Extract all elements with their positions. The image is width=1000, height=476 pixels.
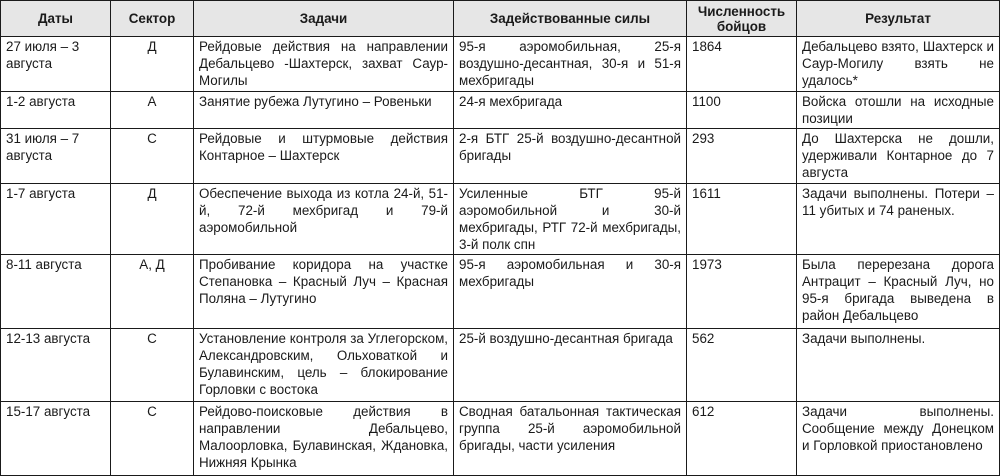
cell-result: Задачи выполнены. Потери – 11 убитых и 74 раненых. bbox=[797, 184, 1000, 255]
cell-tasks: Установление контроля за Углегорском, Александровским, Ольховаткой и Булавинским, цель – блокирование Горловки с востока bbox=[194, 329, 454, 402]
cell-tasks: Рейдовые и штурмовые действия Контарное – Шахтерск bbox=[194, 129, 454, 184]
table-row bbox=[1, 329, 1000, 402]
cell-forces: 95-я аэромобильная, 25-я воздушно-десантная, 30-я и 51-я мехбригады bbox=[454, 37, 687, 92]
table-row bbox=[1, 402, 1000, 476]
column-header-dates: Даты bbox=[1, 1, 111, 37]
cell-dates: 27 июля – 3 августа bbox=[1, 37, 111, 92]
cell-dates: 1-7 августа bbox=[1, 184, 111, 255]
cell-dates: 15-17 августа bbox=[1, 402, 111, 476]
cell-dates: 12-13 августа bbox=[1, 329, 111, 402]
table-row bbox=[1, 184, 1000, 255]
cell-result: Задачи выполнены. bbox=[797, 329, 1000, 402]
column-header-tasks: Задачи bbox=[194, 1, 454, 37]
cell-tasks: Занятие рубежа Лутугино – Ровеньки bbox=[194, 92, 454, 129]
column-header-result: Результат bbox=[797, 1, 1000, 37]
cell-dates: 8-11 августа bbox=[1, 255, 111, 329]
cell-tasks: Рейдово-поисковые действия в направлении Дебальцево, Малоорловка, Булавинская, Ждановка, Нижняя Крынка bbox=[194, 402, 454, 476]
cell-strength: 1611 bbox=[687, 184, 797, 255]
cell-strength: 1973 bbox=[687, 255, 797, 329]
cell-tasks: Обеспечение выхода из котла 24-й, 51-й, 72-й мехбригад и 79-й аэромобильной bbox=[194, 184, 454, 255]
cell-forces: 24-я мехбригада bbox=[454, 92, 687, 129]
cell-forces: 95-я аэромобильная и 30-я мехбригады bbox=[454, 255, 687, 329]
cell-result: Дебальцево взято, Шахтерск и Саур-Могилу взять не удалось* bbox=[797, 37, 1000, 92]
cell-result: Войска отошли на исходные позиции bbox=[797, 92, 1000, 129]
cell-strength: 612 bbox=[687, 402, 797, 476]
cell-result: Задачи выполнены. Сообщение между Донецком и Горловкой приостановлено bbox=[797, 402, 1000, 476]
table-row bbox=[1, 92, 1000, 129]
cell-forces: Усиленные БТГ 95-й аэромобильной и 30-й мехбригады, РТГ 72-й мехбригады, 3-й полк спн bbox=[454, 184, 687, 255]
cell-forces: 25-й воздушно-десантная бригада bbox=[454, 329, 687, 402]
cell-forces: Сводная батальонная тактическая группа 25-й аэромобильной бригады, части усиления bbox=[454, 402, 687, 476]
cell-strength: 1100 bbox=[687, 92, 797, 129]
cell-tasks: Пробивание коридора на участке Степановка – Красный Луч – Красная Поляна – Лутугино bbox=[194, 255, 454, 329]
cell-result: До Шахтерска не дошли, удерживали Контарное до 7 августа bbox=[797, 129, 1000, 184]
column-header-strength: Численность бойцов bbox=[687, 1, 797, 37]
cell-sector: Д bbox=[111, 184, 194, 255]
cell-tasks: Рейдовые действия на направлении Дебальцево -Шахтерск, захват Саур-Могилы bbox=[194, 37, 454, 92]
column-header-sector: Сектор bbox=[111, 1, 194, 37]
cell-strength: 562 bbox=[687, 329, 797, 402]
cell-sector: А bbox=[111, 92, 194, 129]
cell-sector: Д bbox=[111, 37, 194, 92]
cell-strength: 293 bbox=[687, 129, 797, 184]
cell-result: Была перерезана дорога Антрацит – Красный Луч, но 95-я бригада выведена в район Дебальцево bbox=[797, 255, 1000, 329]
cell-dates: 1-2 августа bbox=[1, 92, 111, 129]
table-row bbox=[1, 37, 1000, 92]
table-row bbox=[1, 129, 1000, 184]
column-header-forces: Задействованные силы bbox=[454, 1, 687, 37]
cell-forces: 2-я БТГ 25-й воздушно-десантной бригады bbox=[454, 129, 687, 184]
cell-sector: С bbox=[111, 129, 194, 184]
cell-strength: 1864 bbox=[687, 37, 797, 92]
cell-sector: С bbox=[111, 329, 194, 402]
cell-dates: 31 июля – 7 августа bbox=[1, 129, 111, 184]
cell-sector: С bbox=[111, 402, 194, 476]
table-row bbox=[1, 255, 1000, 329]
cell-sector: А, Д bbox=[111, 255, 194, 329]
header-row bbox=[1, 1, 1000, 37]
